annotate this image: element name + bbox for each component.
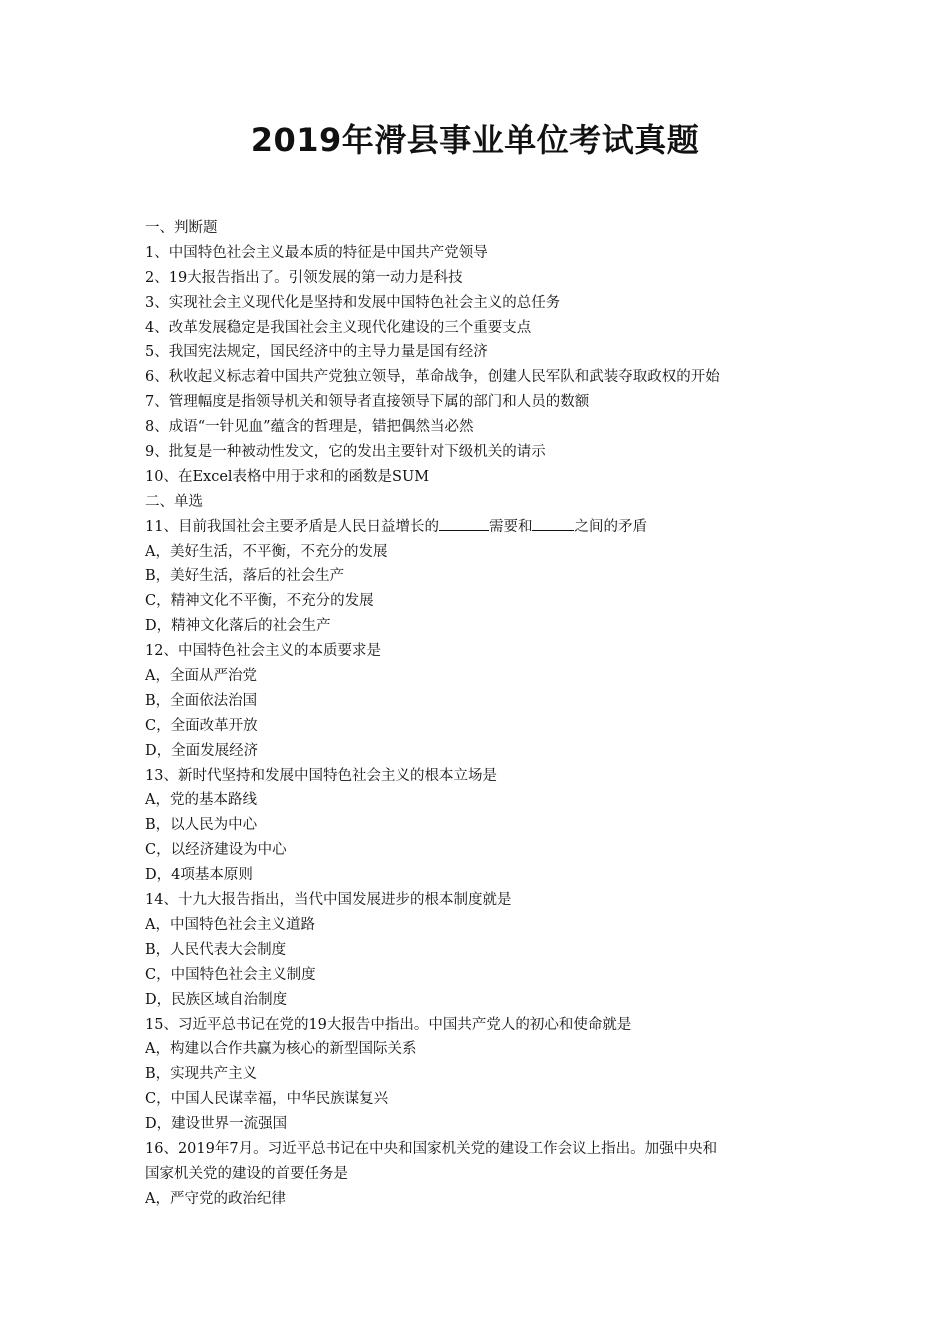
question-16-stem-line-2: 国家机关党的建设的首要任务是	[145, 1165, 348, 1182]
judgment-item-9: 9、批复是一种被动性发文，它的发出主要针对下级机关的请示	[145, 444, 546, 461]
question-13-option-d: D，4项基本原则	[145, 867, 253, 884]
judgment-item-6: 6、秋收起义标志着中国共产党独立领导，革命战争，创建人民军队和武装夺取政权的开始	[145, 369, 720, 386]
judgment-item-10: 10、在Excel表格中用于求和的函数是SUM	[145, 468, 430, 485]
section-heading-judgment: 一、判断题	[145, 220, 218, 236]
question-13-option-c: C，以经济建设为中心	[145, 842, 287, 859]
question-12-option-b: B，全面依法治国	[145, 692, 258, 709]
question-14-option-b: B，人民代表大会制度	[145, 941, 287, 958]
question-15-option-a: A，构建以合作共赢为核心的新型国际关系	[145, 1041, 417, 1058]
question-15-stem: 15、习近平总书记在党的19大报告中指出。中国共产党人的初心和使命就是	[145, 1016, 632, 1033]
question-13-option-a: A，党的基本路线	[145, 792, 257, 809]
question-11-stem-part1: 11、目前我国社会主要矛盾是人民日益增长的	[145, 518, 439, 535]
question-12-option-a: A，全面从严治党	[145, 668, 257, 685]
judgment-item-3: 3、实现社会主义现代化是坚持和发展中国特色社会主义的总任务	[145, 294, 561, 311]
question-15-option-d: D，建设世界一流强国	[145, 1116, 288, 1133]
question-15-option-b: B，实现共产主义	[145, 1066, 258, 1083]
judgment-item-1: 1、中国特色社会主义最本质的特征是中国共产党领导	[145, 244, 488, 261]
judgment-item-5: 5、我国宪法规定，国民经济中的主导力量是国有经济	[145, 344, 488, 361]
question-13-stem: 13、新时代坚持和发展中国特色社会主义的根本立场是	[145, 767, 497, 784]
judgment-item-7: 7、管理幅度是指领导机关和领导者直接领导下属的部门和人员的数额	[145, 394, 590, 411]
question-14-option-c: C，中国特色社会主义制度	[145, 966, 316, 983]
judgment-item-8: 8、成语“一针见血”蕴含的哲理是，错把偶然当必然	[145, 419, 474, 436]
question-16-stem-line-1: 16、2019年7月。习近平总书记在中央和国家机关党的建设工作会议上指出。加强中央和	[145, 1140, 718, 1157]
question-11-option-a: A，美好生活，不平衡，不充分的发展	[145, 543, 388, 560]
question-11-stem	[145, 515, 810, 540]
question-12-stem: 12、中国特色社会主义的本质要求是	[145, 643, 381, 660]
question-12-option-c: C，全面改革开放	[145, 717, 258, 734]
question-11-option-c: C，精神文化不平衡，不充分的发展	[145, 593, 374, 610]
question-16-option-a: A，严守党的政治纪律	[145, 1190, 286, 1207]
fill-blank-2	[532, 515, 574, 531]
question-11-option-d: D，精神文化落后的社会生产	[145, 618, 331, 635]
question-12-option-d: D，全面发展经济	[145, 742, 259, 759]
question-14-option-a: A，中国特色社会主义道路	[145, 916, 315, 933]
section-heading-single-choice: 二、单选	[145, 493, 203, 510]
judgment-item-2: 2、19大报告指出了。引领发展的第一动力是科技	[145, 269, 463, 286]
question-14-option-d: D，民族区域自治制度	[145, 991, 288, 1008]
question-11-option-b: B，美好生活，落后的社会生产	[145, 568, 345, 585]
fill-blank-1	[439, 515, 489, 531]
document-body	[145, 216, 810, 1212]
judgment-item-4: 4、改革发展稳定是我国社会主义现代化建设的三个重要支点	[145, 319, 532, 336]
question-13-option-b: B，以人民为中心	[145, 817, 258, 834]
question-14-stem: 14、十九大报告指出，当代中国发展进步的根本制度就是	[145, 892, 512, 909]
question-11-stem-part3: 之间的矛盾	[574, 518, 647, 535]
document-title: 2019年滑县事业单位考试真题	[250, 121, 700, 159]
question-11-stem-part2: 需要和	[488, 518, 533, 535]
question-15-option-c: C，中国人民谋幸福，中华民族谋复兴	[145, 1091, 389, 1108]
